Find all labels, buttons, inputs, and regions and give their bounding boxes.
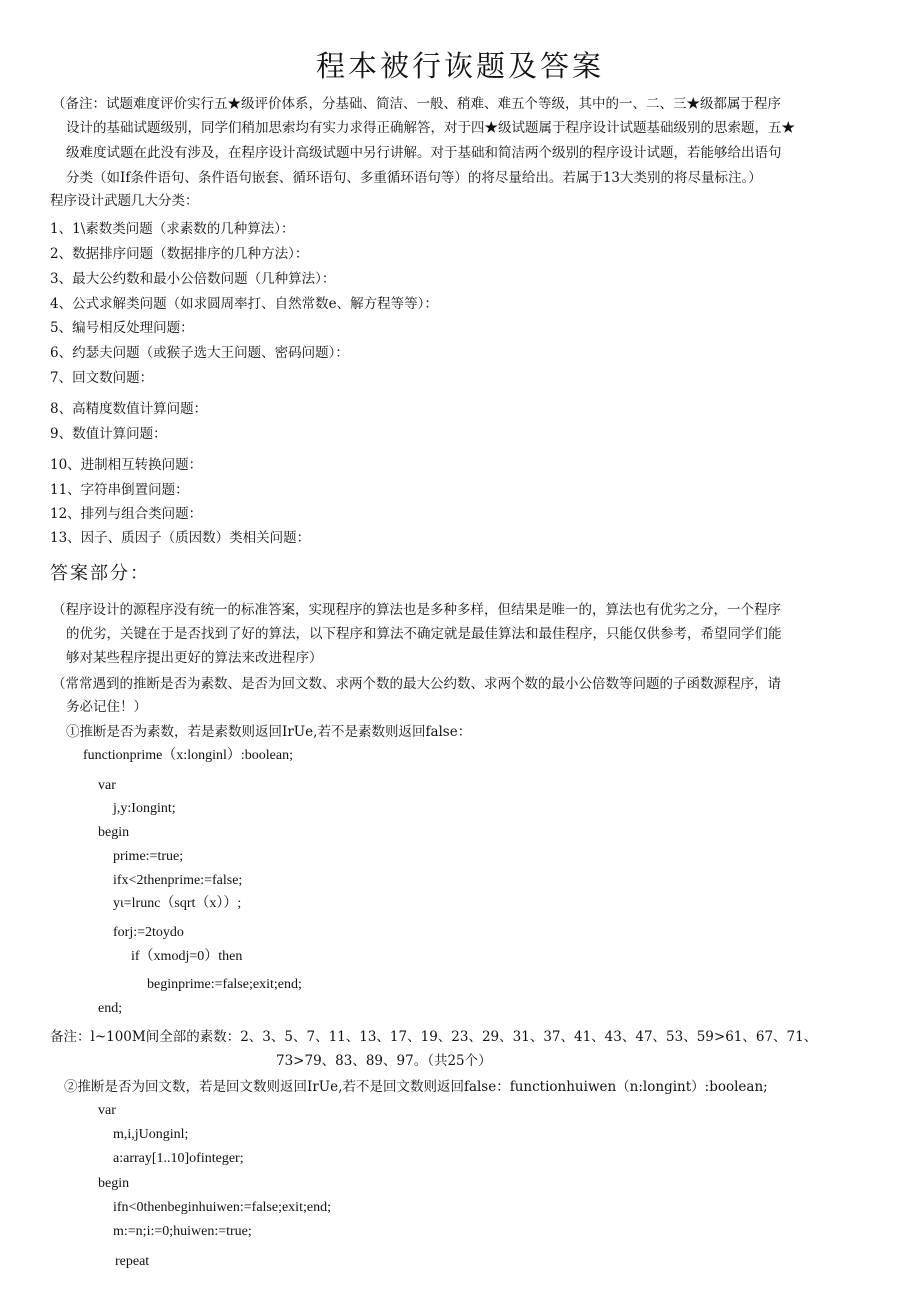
note-line: 73>79、83、89、97。（共25个） [276,1053,492,1069]
list-item: 10、进制相互转换问题： [50,457,203,473]
list-item: 4、公式求解类问题（如求圆周率打、自然常数e、解方程等等）： [50,296,438,312]
note-line: 务必记住！） [66,699,147,715]
list-item: 13、因子、质因子（质因数）类相关问题： [50,530,311,546]
code-line: ifn<0thenbeginhuiwen:=false;exit;end; [113,1200,331,1215]
code-line: begin [98,825,130,840]
code-line: m:=n;i:=0;huiwen:=true; [113,1224,252,1239]
code-line: begin [98,1176,130,1191]
intro-line: 设计的基础试题级别，同学们稍加思索均有实力求得正确解答，对于四★级试题属于程序设计试题基础级别的思索题，五★ [66,120,795,136]
code-line: var [98,1103,116,1118]
list-item: 11、字符串倒置问题： [50,482,189,498]
note-line: （程序设计的源程序没有统一的标准答案，实现程序的算法也是多种多样，但结果是唯一的，算法也有优劣之分，一个程序 [52,602,781,618]
list-item: 3、最大公约数和最小公倍数问题（几种算法）： [50,271,336,287]
page-title: 程本被行诙题及答案 [315,49,604,83]
note-line: （常常遇到的推断是否为素数、是否为回文数、求两个数的最大公约数、求两个数的最小公倍数等问题的子函数源程序，请 [52,676,781,692]
list-item: 12、排列与组合类问题： [50,506,203,522]
code-line: var [98,778,116,793]
list-item: 9、数值计算问题： [50,426,167,442]
list-item: 5、编号相反处理问题： [50,320,194,336]
prime-heading: ①推断是否为素数，若是素数则返回IrUe,若不是素数则返回false： [66,724,472,740]
code-line: prime:=true; [113,849,184,864]
categories-heading: 程序设计武题几大分类： [50,193,199,209]
list-item: 6、约瑟夫问题（或猴子选大王问题、密码问题）： [50,345,349,361]
list-item: 8、高精度数值计算问题： [50,401,208,417]
code-line: beginprime:=false;exit;end; [147,977,302,992]
code-line: j,y:Iongint; [113,801,176,816]
palindrome-heading: ②推断是否为回文数，若是回文数则返回IrUe,若不是回文数则返回false：functionhuiwen（n:longint）:boolean; [64,1079,768,1095]
list-item: 1、1\素数类问题（求素数的几种算法）： [50,221,295,237]
code-line: yι=lrunc（sqrt（x））; [113,896,242,911]
answers-heading: 答案部分： [50,563,150,584]
list-item: 7、回文数问题： [50,370,154,386]
code-line: ifx<2thenprime:=false; [113,873,243,888]
intro-line: 分类（如If条件语句、条件语句嵌套、循环语句、多重循环语句等）的将尽量给出。若属于13大类别的将尽量标注。） [66,170,762,186]
code-line: repeat [115,1254,150,1269]
code-line: a:array[1..10]ofinteger; [113,1151,244,1166]
note-line: 够对某些程序提出更好的算法来改进程序） [66,650,323,666]
code-line: if（xmodj=0）then [131,949,243,964]
code-line: m,i,jUonginl; [113,1127,189,1142]
code-line: end; [98,1001,123,1016]
note-line: 备注：l~100M间全部的素数：2、3、5、7、11、13、17、19、23、29、31、37、41、43、47、53、59>61、67、71、 [50,1029,818,1045]
note-line: 的优劣，关键在于是否找到了好的算法，以下程序和算法不确定就是最佳算法和最佳程序，只能仅供参考，希望同学们能 [66,626,782,642]
code-line: forj:=2toydo [113,925,184,940]
intro-line: （备注：试题难度评价实行五★级评价体系，分基础、简洁、一般、稍难、难五个等级，其中的一、二、三★级都属于程序 [52,96,781,112]
list-item: 2、数据排序问题（数据排序的几种方法）： [50,246,309,262]
code-line: functionprime（x:longinl）:boolean; [83,748,293,763]
intro-line: 级难度试题在此没有涉及，在程序设计高级试题中另行讲解。对于基础和简洁两个级别的程序设计试题，若能够给出语句 [66,145,782,161]
